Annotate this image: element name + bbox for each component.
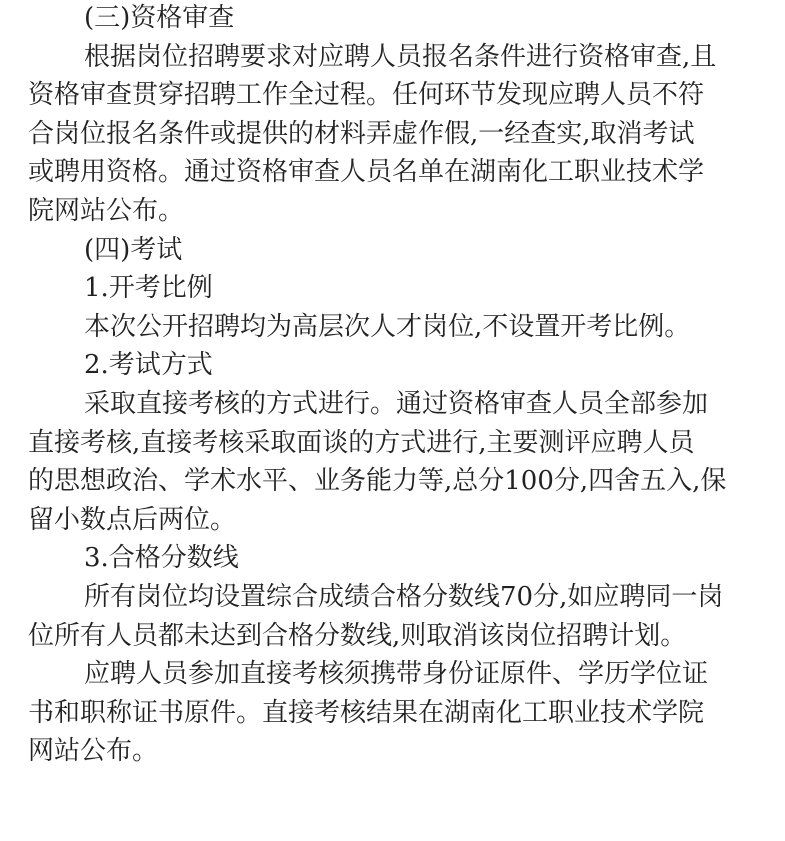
- subheading-exam-ratio: 1.开考比例: [84, 273, 213, 304]
- paragraph-line: 的思想政治、学术水平、业务能力等,总分100分,四舍五入,保: [28, 466, 727, 497]
- subheading-exam-method: 2.考试方式: [84, 350, 213, 381]
- paragraph-line: 采取直接考核的方式进行。通过资格审查人员全部参加: [84, 388, 709, 419]
- section-heading-qualification-review: (三)资格审查: [84, 3, 235, 33]
- paragraph-line: 合岗位报名条件或提供的材料弄虚作假,一经查实,取消考试: [28, 118, 695, 149]
- paragraph-line: 所有岗位均设置综合成绩合格分数线70分,如应聘同一岗: [84, 581, 724, 612]
- paragraph-line: 根据岗位招聘要求对应聘人员报名条件进行资格审查,且: [84, 41, 717, 72]
- paragraph-line: 直接考核,直接考核采取面谈的方式进行,主要测评应聘人员: [28, 427, 695, 458]
- paragraph-line: 或聘用资格。通过资格审查人员名单在湖南化工职业技术学: [28, 157, 705, 188]
- section-heading-exam: (四)考试: [84, 234, 183, 265]
- paragraph-line: 应聘人员参加直接考核须携带身份证原件、学历学位证: [84, 659, 709, 690]
- paragraph-line: 本次公开招聘均为高层次人才岗位,不设置开考比例。: [84, 311, 691, 342]
- paragraph-line: 位所有人员都未达到合格分数线,则取消该岗位招聘计划。: [28, 620, 687, 651]
- subheading-passing-score: 3.合格分数线: [84, 543, 239, 574]
- paragraph-line: 书和职称证书原件。直接考核结果在湖南化工职业技术学院: [28, 697, 705, 728]
- paragraph-line: 资格审查贯穿招聘工作全过程。任何环节发现应聘人员不符: [28, 80, 705, 111]
- paragraph-line: 留小数点后两位。: [28, 504, 237, 535]
- paragraph-line: 院网站公布。: [28, 195, 185, 226]
- paragraph-line: 网站公布。: [28, 736, 159, 767]
